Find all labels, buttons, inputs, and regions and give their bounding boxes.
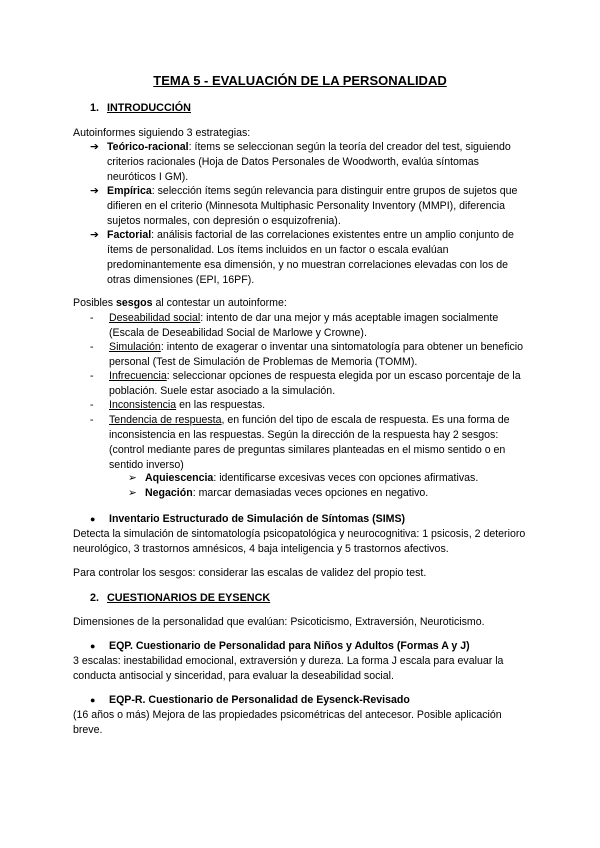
strategy-item [90, 140, 530, 185]
bullet-dot-icon: ● [90, 695, 96, 705]
bias-text: : intento de dar una mejor y más aceptable imagen socialmente (Escala de Deseabilidad Social de Marlowe y Crowne). [109, 312, 499, 339]
tendency-text: : marcar demasiadas veces opciones en negativo. [192, 487, 429, 499]
dash-bullet: - [90, 370, 94, 382]
triangle-bullet-icon: ➢ [128, 487, 137, 499]
tendency-item [128, 471, 528, 486]
strategy-text: : selección ítems según relevancia para distinguir entre grupos de sujetos que difieren en el criterio (Minnesota Multiphasic Personality Inventory (MMPI), diferencia sujetos normales, con depresión o esquizofrenia). [107, 185, 518, 227]
bias-text: : seleccionar opciones de respuesta elegida por un escaso porcentaje de la población. Suele estar asociado a la simulación. [109, 370, 521, 397]
arrow-bullet-icon: ➔ [90, 141, 99, 153]
tendency-name: Negación [145, 487, 193, 499]
sims-paragraph: Detecta la simulación de sintomatología psicopatológica y neurocognitiva: 1 psicosis, 2 deterioro neurológico, 3 trastornos amnésicos, 4 baja inteligencia y 5 trastornos afectivos. [73, 528, 526, 555]
eqp-paragraph: 3 escalas: inestabilidad emocional, extraversión y dureza. La forma J escala para evaluar la conducta antisocial y sinceridad, para evaluar la deseabilidad social. [73, 655, 504, 682]
arrow-bullet-icon: ➔ [90, 229, 99, 241]
eqpr-heading [90, 693, 530, 708]
bias-item [90, 340, 530, 370]
bias-item [90, 311, 530, 341]
dash-bullet: - [90, 312, 94, 324]
biases-intro-bold: sesgos [116, 297, 153, 309]
intro-paragraph: Autoinformes siguiendo 3 estrategias: [73, 127, 251, 139]
strategy-name: Teórico-racional [107, 141, 189, 153]
tendency-item [128, 486, 528, 501]
bias-text: , en función del tipo de escala de respuesta. Es una forma de inconsistencia en las respuestas. Según la dirección de la respuesta hay 2 sesgos: (control mediante pares de preguntas similares planteadas en el mismo sentido o en sentido inverso) [109, 414, 510, 471]
strategy-name: Factorial [107, 229, 152, 241]
bias-text: : intento de exagerar o inventar una sintomatología para obtener un beneficio personal (Test de Simulación de Problemas de Memoria (TOMM). [109, 341, 524, 368]
section-heading-introduccion [90, 101, 191, 116]
arrow-bullet-icon: ➔ [90, 185, 99, 197]
sims-heading [90, 512, 530, 527]
eqpr-heading-text: EQP-R. Cuestionario de Personalidad de Eysenck-Revisado [109, 694, 410, 706]
section-title: CUESTIONARIOS DE EYSENCK [107, 592, 271, 604]
bullet-dot-icon: ● [90, 514, 96, 524]
section-heading-eysenck [90, 591, 270, 606]
bias-name: Simulación [109, 341, 161, 353]
bias-name: Infrecuencia [109, 370, 167, 382]
sims-heading-text: Inventario Estructurado de Simulación de Síntomas (SIMS) [109, 513, 406, 525]
triangle-bullet-icon: ➢ [128, 472, 137, 484]
eqp-heading [90, 639, 530, 654]
strategy-item [90, 228, 530, 288]
eqp-heading-text: EQP. Cuestionario de Personalidad para Niños y Adultos (Formas A y J) [109, 640, 470, 652]
bias-name: Deseabilidad social [109, 312, 201, 324]
dash-bullet: - [90, 414, 94, 426]
strategy-text: : ítems se seleccionan según la teoría del creador del test, siguiendo criterios racionales (Hoja de Datos Personales de Woodworth, evalúa síntomas neuróticos I GM). [107, 141, 511, 183]
strategy-name: Empírica [107, 185, 152, 197]
eqpr-paragraph: (16 años o más) Mejora de las propiedades psicométricas del antecesor. Posible aplicación breve. [73, 709, 502, 736]
control-paragraph: Para controlar los sesgos: considerar las escalas de validez del propio test. [73, 567, 427, 579]
bias-item [90, 369, 530, 399]
tendency-text: : identificarse excesivas veces con opciones afirmativas. [213, 472, 479, 484]
section-title: INTRODUCCIÓN [107, 102, 191, 114]
biases-intro [73, 296, 533, 311]
dash-bullet: - [90, 399, 94, 411]
dimensions-paragraph: Dimensiones de la personalidad que evalúan: Psicoticismo, Extraversión, Neuroticismo. [73, 616, 485, 628]
bias-name: Tendencia de respuesta [109, 414, 222, 426]
bias-name: Inconsistencia [109, 399, 177, 411]
section-number: 1. [90, 102, 100, 114]
strategy-item [90, 184, 530, 229]
dash-bullet: - [90, 341, 94, 353]
tendency-name: Aquiescencia [145, 472, 214, 484]
bias-text: en las respuestas. [176, 399, 266, 411]
biases-intro-pre: Posibles [73, 297, 116, 309]
bullet-dot-icon: ● [90, 641, 96, 651]
section-number: 2. [90, 592, 100, 604]
page-title: TEMA 5 - EVALUACIÓN DE LA PERSONALIDAD [153, 73, 447, 88]
strategy-text: : análisis factorial de las correlaciones existentes entre un amplio conjunto de ítems de personalidad. Los ítems incluidos en un factor o escala evalúan predominantemente esa dimensión, y no muestran correlaciones elevadas con los de otras dimensiones (EPI, 16PF). [107, 229, 514, 286]
bias-item [90, 398, 530, 413]
biases-intro-post: al contestar un autoinforme: [152, 297, 287, 309]
bias-item [90, 413, 530, 473]
